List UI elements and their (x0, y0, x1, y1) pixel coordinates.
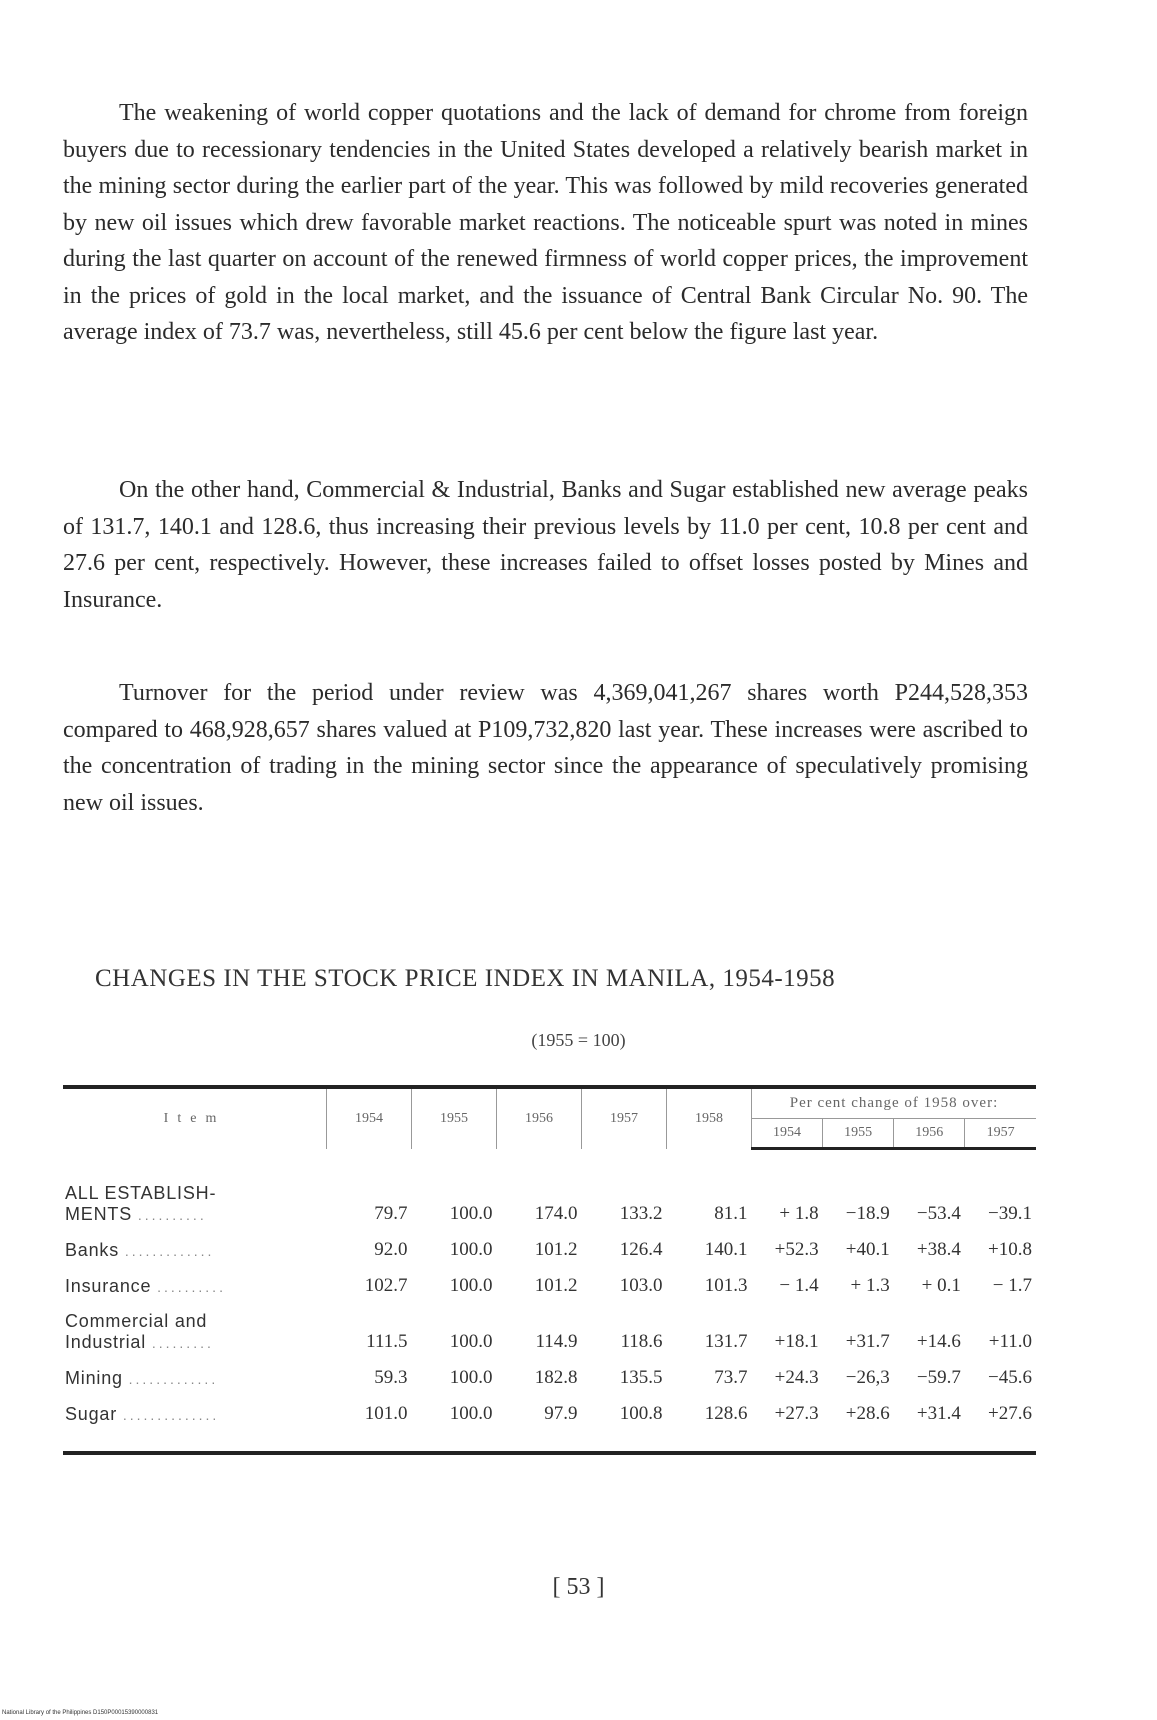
table-row (63, 1360, 1036, 1396)
cell: 133.2 (619, 1202, 663, 1224)
cell: 140.1 (704, 1238, 748, 1260)
row-label: Banks ............. (65, 1239, 215, 1260)
table-row (63, 1304, 1036, 1360)
cell: +27.3 (752, 1396, 823, 1453)
cell: 101.3 (704, 1274, 748, 1296)
paragraph-text: Turnover for the period under review was 4,369,041,267 shares worth P244,528,353 compared to 468,928,657 shares valued at P109,732,820 last year. These increases were ascribed to the concentration of trading in the mining sector since the appearance of speculatively promising new oil issues. (63, 680, 1028, 816)
paragraph-text: The weakening of world copper quotations and the lack of demand for chrome from foreign buyers due to recessionary tendencies in the United States developed a relatively bearish market in the mining sector during the earlier part of the year. This was followed by mild recoveries generated by new oil issues which drew favorable market reactions. The noticeable spurt was noted in mines during the last quarter on account of the renewed firmness of world copper prices, the improvement in the prices of gold in the local market, and the issuance of Central Bank Circular No. 90. The average index of 73.7 was, nevertheless, still 45.6 per cent below the figure last year. (63, 100, 1028, 345)
cell: 114.9 (535, 1330, 578, 1352)
cell: 73.7 (714, 1366, 748, 1388)
cell: +14.6 (916, 1330, 961, 1352)
cell: 101.2 (534, 1238, 578, 1260)
year-header: 1957 (582, 1087, 667, 1149)
cell: 126.4 (619, 1238, 663, 1260)
cell: 174.0 (534, 1202, 578, 1224)
cell: −45.6 (988, 1366, 1032, 1388)
cell: 131.7 (704, 1330, 748, 1352)
table-row (63, 1396, 1036, 1453)
table-title: CHANGES IN THE STOCK PRICE INDEX IN MANILA, 1954-1958 (95, 965, 836, 992)
year-header: 1955 (412, 1087, 497, 1149)
cell: + 1.8 (779, 1202, 819, 1224)
cell: 100.8 (582, 1396, 667, 1453)
cell: 102.7 (364, 1274, 408, 1296)
cell: 59.3 (374, 1366, 408, 1388)
cell: 100.0 (449, 1366, 493, 1388)
cell: 100.0 (449, 1202, 493, 1224)
cell: 101.2 (534, 1274, 578, 1296)
cell: − 1.4 (779, 1274, 819, 1296)
row-label: ALL ESTABLISH- MENTS .......... (65, 1182, 217, 1224)
year-header: 1958 (667, 1087, 752, 1149)
cell: +31.4 (894, 1396, 965, 1453)
paragraph-copper (63, 95, 1028, 351)
cell: 100.0 (449, 1238, 493, 1260)
cell: +24.3 (774, 1366, 819, 1388)
year-header: 1956 (497, 1087, 582, 1149)
pct-year-header: 1956 (894, 1119, 965, 1149)
cell: +27.6 (965, 1396, 1036, 1453)
cell: 103.0 (619, 1274, 663, 1296)
cell: +52.3 (774, 1238, 819, 1260)
page-number: [ 53 ] (552, 1574, 605, 1600)
cell: −18.9 (845, 1202, 890, 1224)
table-subtitle: (1955 = 100) (531, 1030, 626, 1050)
cell: +38.4 (916, 1238, 961, 1260)
cell: 135.5 (619, 1366, 663, 1388)
cell: 97.9 (497, 1396, 582, 1453)
cell: 182.8 (534, 1366, 578, 1388)
cell: − 1.7 (992, 1274, 1032, 1296)
cell: 118.6 (620, 1330, 663, 1352)
pct-change-header: Per cent change of 1958 over: (752, 1087, 1037, 1119)
cell: −53.4 (916, 1202, 961, 1224)
pct-year-header: 1954 (752, 1119, 823, 1149)
cell: +31.7 (845, 1330, 890, 1352)
paragraph-text: On the other hand, Commercial & Industrial, Banks and Sugar established new average peaks of 131.7, 140.1 and 128.6, thus increasing their previous levels by 11.0 per cent, 10.8 per cent and 27.6 per cent, respectively. However, these increases failed to offset losses posted by Mines and Insurance. (63, 477, 1028, 613)
row-label: Sugar .............. (63, 1396, 327, 1453)
cell: + 0.1 (921, 1274, 961, 1296)
year-header: 1954 (327, 1087, 412, 1149)
row-label: Commercial and Industrial ......... (65, 1310, 214, 1352)
cell: +11.0 (988, 1330, 1032, 1352)
item-column-header: Item (63, 1087, 327, 1149)
cell: +10.8 (988, 1238, 1032, 1260)
paragraph-peaks (63, 472, 1028, 618)
table-row (63, 1149, 1036, 1232)
cell: 101.0 (327, 1396, 412, 1453)
cell: 128.6 (667, 1396, 752, 1453)
cell: 81.1 (714, 1202, 748, 1224)
row-label: Insurance .......... (65, 1275, 226, 1296)
cell: −59.7 (916, 1366, 961, 1388)
cell: 79.7 (374, 1202, 408, 1224)
cell: + 1.3 (850, 1274, 890, 1296)
cell: 111.5 (366, 1330, 408, 1352)
pct-year-header: 1957 (965, 1119, 1036, 1149)
cell: 92.0 (374, 1238, 408, 1260)
cell: +18.1 (774, 1330, 819, 1352)
paragraph-turnover (63, 675, 1028, 821)
row-label: Mining ............. (65, 1367, 219, 1388)
table-row (63, 1232, 1036, 1268)
archive-footer: National Library of the Philippines D150P00015390000831 (2, 1710, 159, 1716)
pct-year-header: 1955 (823, 1119, 894, 1149)
cell: −39.1 (988, 1202, 1032, 1224)
cell: 100.0 (449, 1274, 493, 1296)
cell: −26,3 (845, 1366, 890, 1388)
cell: +40.1 (845, 1238, 890, 1260)
cell: 100.0 (449, 1330, 493, 1352)
cell: 100.0 (412, 1396, 497, 1453)
stock-index-table (63, 1085, 1036, 1455)
cell: +28.6 (823, 1396, 894, 1453)
table-row (63, 1268, 1036, 1304)
